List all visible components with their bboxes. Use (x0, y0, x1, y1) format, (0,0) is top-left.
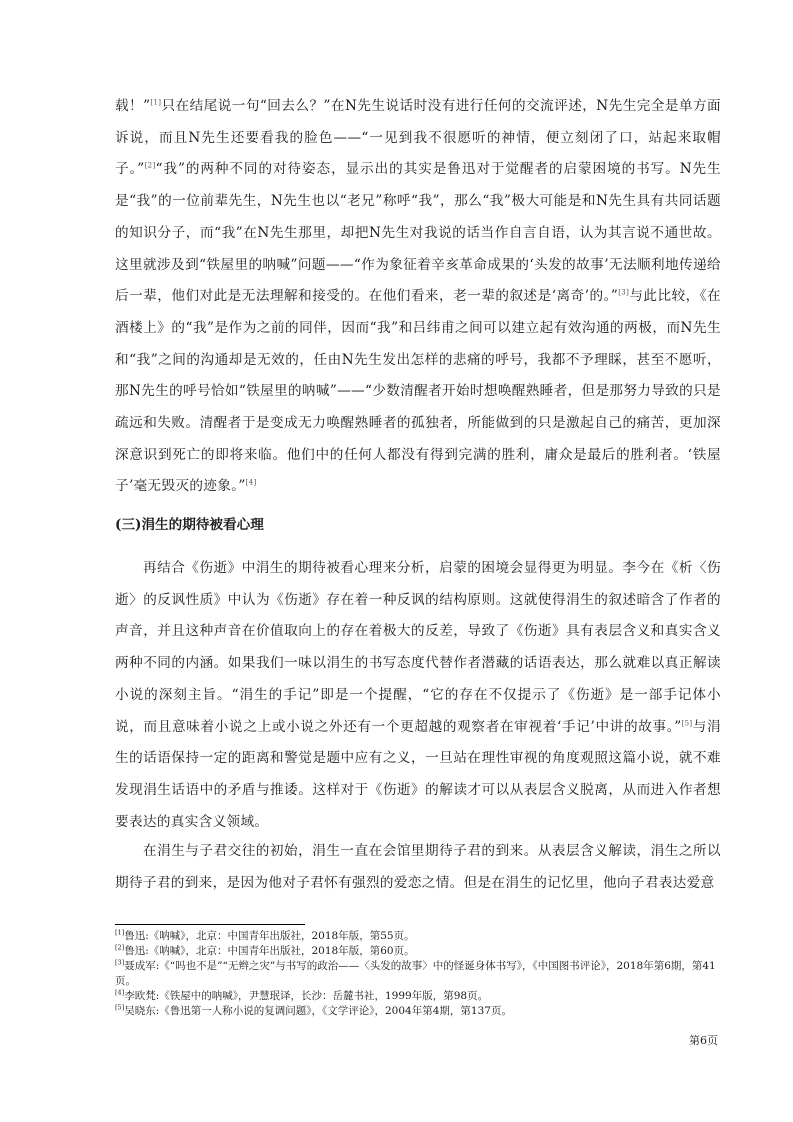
footnote-ref[interactable]: [3] (618, 288, 630, 297)
footnote-text: 鲁迅:《呐喊》，北京：中国青年出版社，2018年版，第55页。 (124, 930, 415, 942)
footnote-text: 吴晓东:《鲁迅第一人称小说的复调问题》，《文学评论》，2004年第4期，第137页。 (124, 1005, 512, 1017)
body-paragraph-2 (115, 553, 721, 838)
page-number: 第6页 (689, 1034, 718, 1047)
text-run: 与此比较，《在酒楼上》的“我”是作为之前的同伴，因而“我”和吕纬甫之间可以建立起有效沟通的两极，而N先生和“我”之间的沟通却是无效的，任由N先生发出怎样的悲痛的呼号，我都不予理睬，甚至不愿听，那N先生的呼号恰如“铁屋里的呐喊”——“少数清醒者开始时想唤醒熟睡者，但是那努力导致的只是疏远和失败。清醒者于是变成无力唤醒熟睡者的孤独者，所能做到的只是激起自己的痛苦，更加深深意识到死亡的即将来临。他们中的任何人都没有得到完满的胜利，庸众是最后的胜利者。‘铁屋子’毫无毁灭的迹象。” (115, 288, 722, 495)
footnote (115, 989, 721, 1004)
footnote-ref[interactable]: [4] (245, 478, 257, 487)
footnote (115, 929, 721, 944)
footnote-mark: [4] (115, 988, 125, 997)
text-run: 载！” (115, 98, 151, 114)
footnote-text: 李欧梵:《铁屋中的呐喊》，尹慧珉译，长沙：岳麓书社，1999年版，第98页。 (124, 990, 489, 1002)
footnote-ref[interactable]: [5] (681, 718, 693, 727)
text-run: “我”的两种不同的对待姿态，显示出的其实是鲁迅对于觉醒者的启蒙困境的书写。N先生是“我”的一位前辈先生，N先生也以“老兄”称呼“我”，那么“我”极大可能是和N先生具有共同话题的知识分子，而“我”在N先生那里，却把N先生对我说的话当作自言自语，认为其言说不通世故。这里就涉及到“铁屋里的呐喊”问题——“作为象征着辛亥革命成果的‘头发的故事’无法顺利地传递给后一辈，他们对此是无法理解和接受的。在他们看来，老一辈的叙述是‘离奇’的。” (115, 161, 722, 305)
footnote-ref[interactable]: [2] (144, 161, 156, 170)
footnote (115, 1004, 721, 1019)
footnote-divider (115, 924, 305, 925)
footnote-text: 鲁迅:《呐喊》，北京：中国青年出版社，2018年版，第60页。 (124, 945, 415, 957)
section-heading: (三)涓生的期待被看心理 (115, 517, 264, 533)
body-paragraph-1 (115, 91, 721, 503)
body-paragraph-3: 在涓生与子君交往的初始，涓生一直在会馆里期待子君的到来。从表层含义解读，涓生之所以期待子君的到来，是因为他对子君怀有强烈的爱恋之情。但是在涓生的记忆里，他向子君表达爱意 (115, 843, 721, 891)
footnote-ref[interactable]: [1] (150, 98, 162, 107)
footnote-mark: [3] (115, 958, 125, 967)
text-run: 再结合《伤逝》中涓生的期待被看心理来分析，启蒙的困境会显得更为明显。李今在《析〈伤逝〉的反讽性质》中认为《伤逝》存在着一种反讽的结构原则。这就使得涓生的叙述暗含了作者的声音，并且这种声音在价值取向上的存在着极大的反差，导致了《伤逝》具有表层含义和真实含义两种不同的内涵。如果我们一味以涓生的书写态度代替作者潜藏的话语表达，那么就难以真正解读小说的深刻主旨。“涓生的手记”即是一个提醒，“它的存在不仅提示了《伤逝》是一部手记体小说，而且意味着小说之上或小说之外还有一个更超越的观察者在审视着‘手记’中讲的故事。” (115, 560, 721, 735)
footnote (115, 959, 721, 989)
footnote-text: 聂成军:《“吗也不是”“无辫之灾”与书写的政治——〈头发的故事〉中的怪诞身体书写》，《中国图书评论》，2018年第6期，第41页。 (115, 960, 716, 987)
footnote (115, 944, 721, 959)
text-run: 与涓生的话语保持一定的距离和警觉是题中应有之义，一旦站在理性审视的角度观照这篇小说，就不难发现涓生话语中的矛盾与推诿。这样对于《伤逝》的解读才可以从表层含义脱离，从而进入作者想要表达的真实含义领域。 (115, 718, 721, 830)
text-run: 只在结尾说一句“回去么？”在N先生说话时没有进行任何的交流评述，N先生完全是单方面诉说，而且N先生还要看我的脸色——“一见到我不很愿听的神情，便立刻闭了口，站起来取帽子。” (115, 98, 721, 178)
footnotes (115, 929, 721, 1019)
footnote-mark: [2] (115, 943, 125, 952)
footnote-mark: [5] (115, 1003, 125, 1012)
footnote-mark: [1] (115, 928, 125, 937)
